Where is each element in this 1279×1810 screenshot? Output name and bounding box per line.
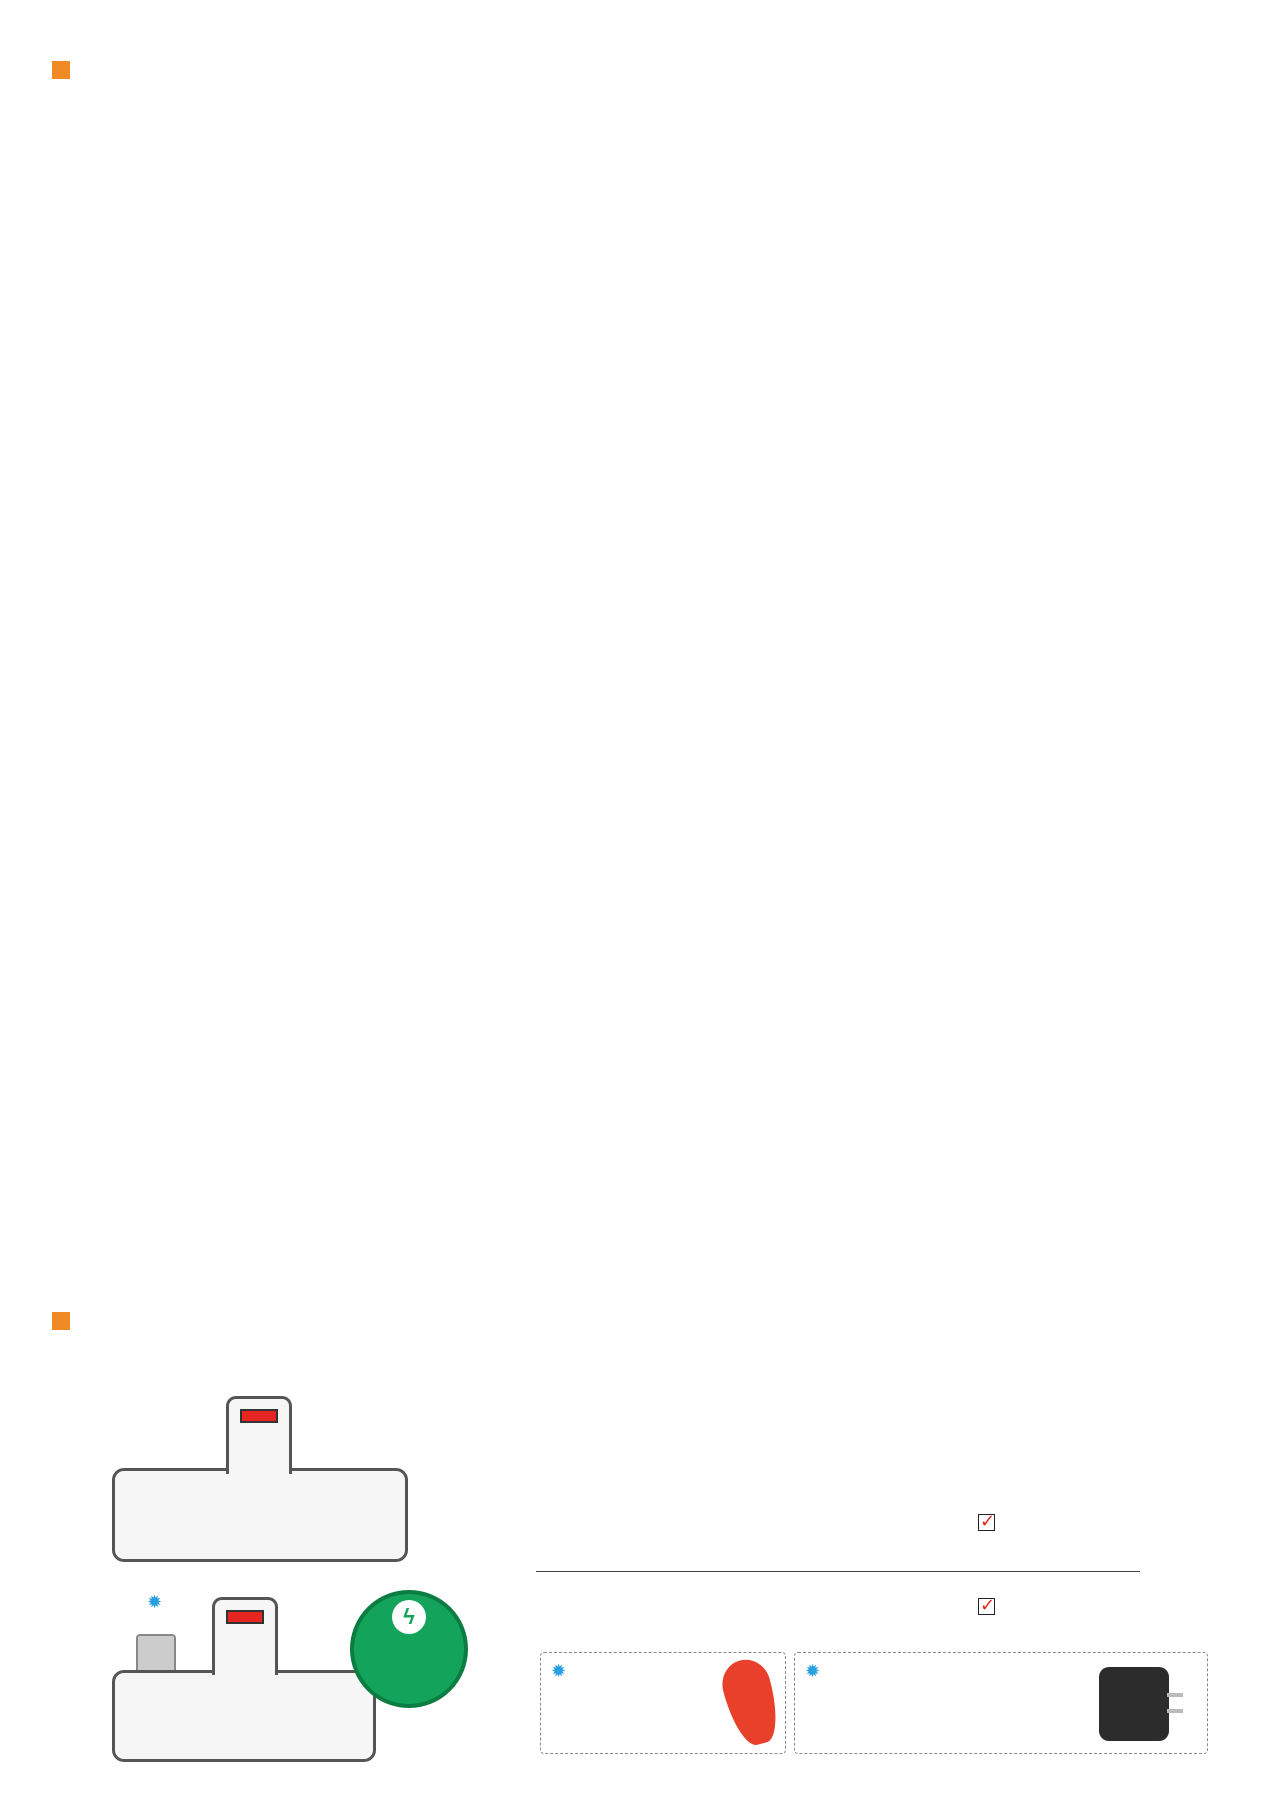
t-socket-top [226,1396,292,1474]
section-bullet [52,61,70,79]
t2-ground-wire-check [978,1514,995,1536]
adapter-image [1099,1667,1169,1741]
plug-cover-icon [136,1634,176,1674]
accessory-pntd [794,1652,1208,1754]
sun-icon: ✹ [551,1661,567,1681]
section-bullet-2 [52,1312,70,1330]
uk-cover-image [717,1654,786,1749]
sun-icon: ✹ [147,1592,163,1612]
switch-icon [226,1610,264,1624]
switch-icon [240,1409,278,1423]
accessory-uk-cover [540,1652,786,1754]
t2-divider [536,1571,1140,1572]
usb-charge-icon: ϟ [392,1600,426,1634]
sun-icon: ✹ [805,1661,821,1681]
t2-ground-wire-check [978,1598,995,1620]
smart-usb-badge [350,1590,468,1708]
t-socket-usb [112,1670,376,1762]
t-socket-4 [112,1468,408,1562]
t-socket-usb-top [212,1597,278,1675]
